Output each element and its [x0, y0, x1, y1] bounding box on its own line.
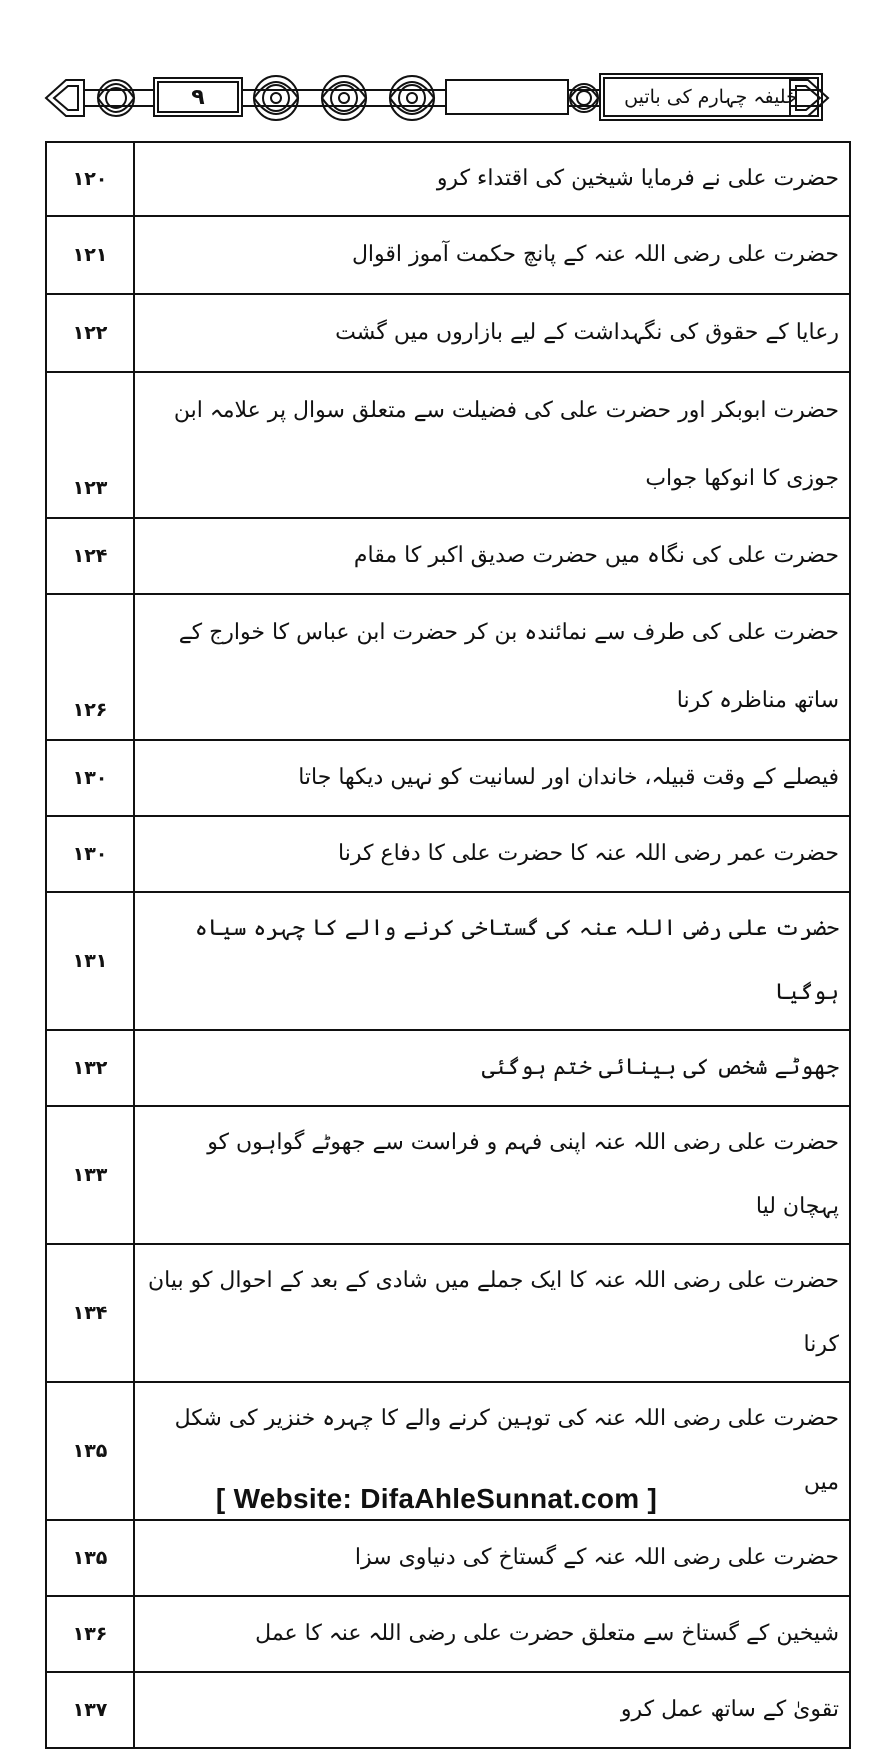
table-row [46, 294, 850, 372]
table-row [46, 892, 850, 1030]
table-row [46, 1106, 850, 1244]
toc-entry-page: ۱۲۳ [46, 372, 134, 518]
toc-entry-page: ۱۳۳ [46, 1106, 134, 1244]
toc-entry-page: ۱۲۴ [46, 518, 134, 594]
table-row [46, 1596, 850, 1672]
table-row [46, 1244, 850, 1382]
table-row [46, 1520, 850, 1596]
toc-entry-title: حضرت علی رضی اللہ عنہ اپنی فہم و فراست سے جھوٹے گواہوں کو پہچان لیا [134, 1106, 850, 1244]
toc-entry-page: ۱۳۵ [46, 1520, 134, 1596]
toc-entry-title: حضرت عمر رضی اللہ عنہ کا حضرت علی کا دفاع کرنا [134, 816, 850, 892]
toc-entry-title: حضرت علی رضی اللہ عنہ کی گستاخی کرنے والے کا چہرہ سیاہ ہوگیا [134, 892, 850, 1030]
table-row [46, 518, 850, 594]
table-row [46, 1030, 850, 1106]
toc-entry-page: ۱۳۶ [46, 1596, 134, 1672]
toc-entry-title: حضرت علی رضی اللہ عنہ کے پانچ حکمت آموز اقوال [134, 216, 850, 294]
table-row [46, 1672, 850, 1748]
toc-entry-page: ۱۳۰ [46, 816, 134, 892]
toc-entry-page: ۱۳۲ [46, 1030, 134, 1106]
toc-entry-title: حضرت علی رضی اللہ عنہ کے گستاخ کی دنیاوی سزا [134, 1520, 850, 1596]
website-footer: [ Website: DifaAhleSunnat.com ] [215, 1483, 658, 1514]
table-row [46, 816, 850, 892]
toc-entry-title: حضرت علی نے فرمایا شیخین کی اقتداء کرو [134, 142, 850, 216]
table-row [46, 142, 850, 216]
toc-entry-title: جھوٹے شخص کی بینائی ختم ہوگئی [134, 1030, 850, 1106]
toc-entry-title: حضرت علی رضی اللہ عنہ کی توہین کرنے والے کا چہرہ خنزیر کی شکل میں [134, 1382, 850, 1520]
table-row [46, 594, 850, 740]
table-row [46, 740, 850, 816]
toc-entry-title: حضرت علی رضی اللہ عنہ کا ایک جملے میں شادی کے بعد کے احوال کو بیان کرنا [134, 1244, 850, 1382]
header-page-number: ٩ [191, 84, 205, 110]
toc-entry-page: ۱۲۱ [46, 216, 134, 294]
toc-entry-title: تقویٰ کے ساتھ عمل کرو [134, 1672, 850, 1748]
toc-entry-title: حضرت ابوبکر اور حضرت علی کی فضیلت سے متعلق سوال پر علامہ ابن جوزی کا انوکھا جواب [134, 372, 850, 518]
table-row [46, 372, 850, 518]
page-header [44, 66, 830, 130]
table-row [46, 216, 850, 294]
toc-entry-page: ۱۲۲ [46, 294, 134, 372]
toc-entry-page: ۱۳۱ [46, 892, 134, 1030]
header-book-title: خلیفہ چہارم کی باتیں [624, 86, 798, 108]
toc-entry-page: ۱۲۰ [46, 142, 134, 216]
toc-entry-page: ۱۳۵ [46, 1382, 134, 1520]
toc-entry-page: ۱۳۴ [46, 1244, 134, 1382]
toc-entry-title: حضرت علی کی نگاہ میں حضرت صدیق اکبر کا مقام [134, 518, 850, 594]
toc-entry-title: فیصلے کے وقت قبیلہ، خاندان اور لسانیت کو نہیں دیکھا جاتا [134, 740, 850, 816]
toc-entry-page: ۱۳۷ [46, 1672, 134, 1748]
toc-entry-title: رعایا کے حقوق کی نگہداشت کے لیے بازاروں میں گشت [134, 294, 850, 372]
toc-entry-page: ۱۲۶ [46, 594, 134, 740]
toc-entry-title: شیخین کے گستاخ سے متعلق حضرت علی رضی اللہ عنہ کا عمل [134, 1596, 850, 1672]
toc-entry-title: حضرت علی کی طرف سے نمائندہ بن کر حضرت ابن عباس کا خوارج کے ساتھ مناظرہ کرنا [134, 594, 850, 740]
toc-entry-page: ۱۳۰ [46, 740, 134, 816]
